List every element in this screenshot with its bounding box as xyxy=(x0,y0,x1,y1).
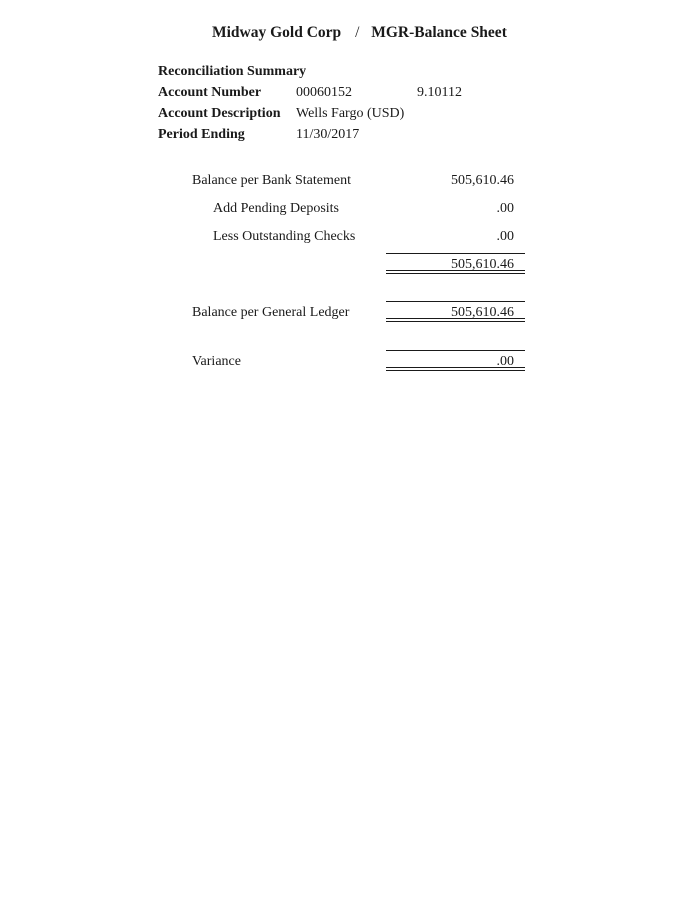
pending-deposits-value: .00 xyxy=(496,201,514,216)
variance-double-rule-bottom xyxy=(386,370,525,371)
pending-deposits-label: Add Pending Deposits xyxy=(213,201,339,216)
ledger-rule xyxy=(386,301,525,302)
variance-value: .00 xyxy=(496,354,514,369)
variance-rule xyxy=(386,350,525,351)
adjusted-bank-total: 505,610.46 xyxy=(451,257,514,272)
subtotal-rule xyxy=(386,253,525,254)
account-description-label: Account Description xyxy=(158,106,281,121)
total-double-rule-top xyxy=(386,270,525,271)
period-ending-value: 11/30/2017 xyxy=(296,127,360,142)
general-ledger-label: Balance per General Ledger xyxy=(192,305,350,320)
bank-statement-label: Balance per Bank Statement xyxy=(192,173,351,188)
variance-double-rule-top xyxy=(386,367,525,368)
summary-heading: Reconciliation Summary xyxy=(158,64,307,79)
outstanding-checks-value: .00 xyxy=(496,229,514,244)
report-name: MGR-Balance Sheet xyxy=(371,24,507,41)
account-number-value: 00060152 xyxy=(296,85,352,100)
total-double-rule-bottom xyxy=(386,273,525,274)
general-ledger-value: 505,610.46 xyxy=(451,305,514,320)
company-name: Midway Gold Corp xyxy=(212,24,342,41)
account-number-label: Account Number xyxy=(158,85,262,100)
variance-label: Variance xyxy=(192,354,241,369)
title-separator: / xyxy=(355,24,360,41)
ledger-double-rule-bottom xyxy=(386,321,525,322)
outstanding-checks-label: Less Outstanding Checks xyxy=(213,229,356,244)
ledger-double-rule-top xyxy=(386,318,525,319)
account-code-value: 9.10112 xyxy=(417,85,462,100)
report-title xyxy=(212,24,507,42)
bank-statement-value: 505,610.46 xyxy=(451,173,514,188)
account-description-value: Wells Fargo (USD) xyxy=(296,106,405,121)
period-ending-label: Period Ending xyxy=(158,127,245,142)
